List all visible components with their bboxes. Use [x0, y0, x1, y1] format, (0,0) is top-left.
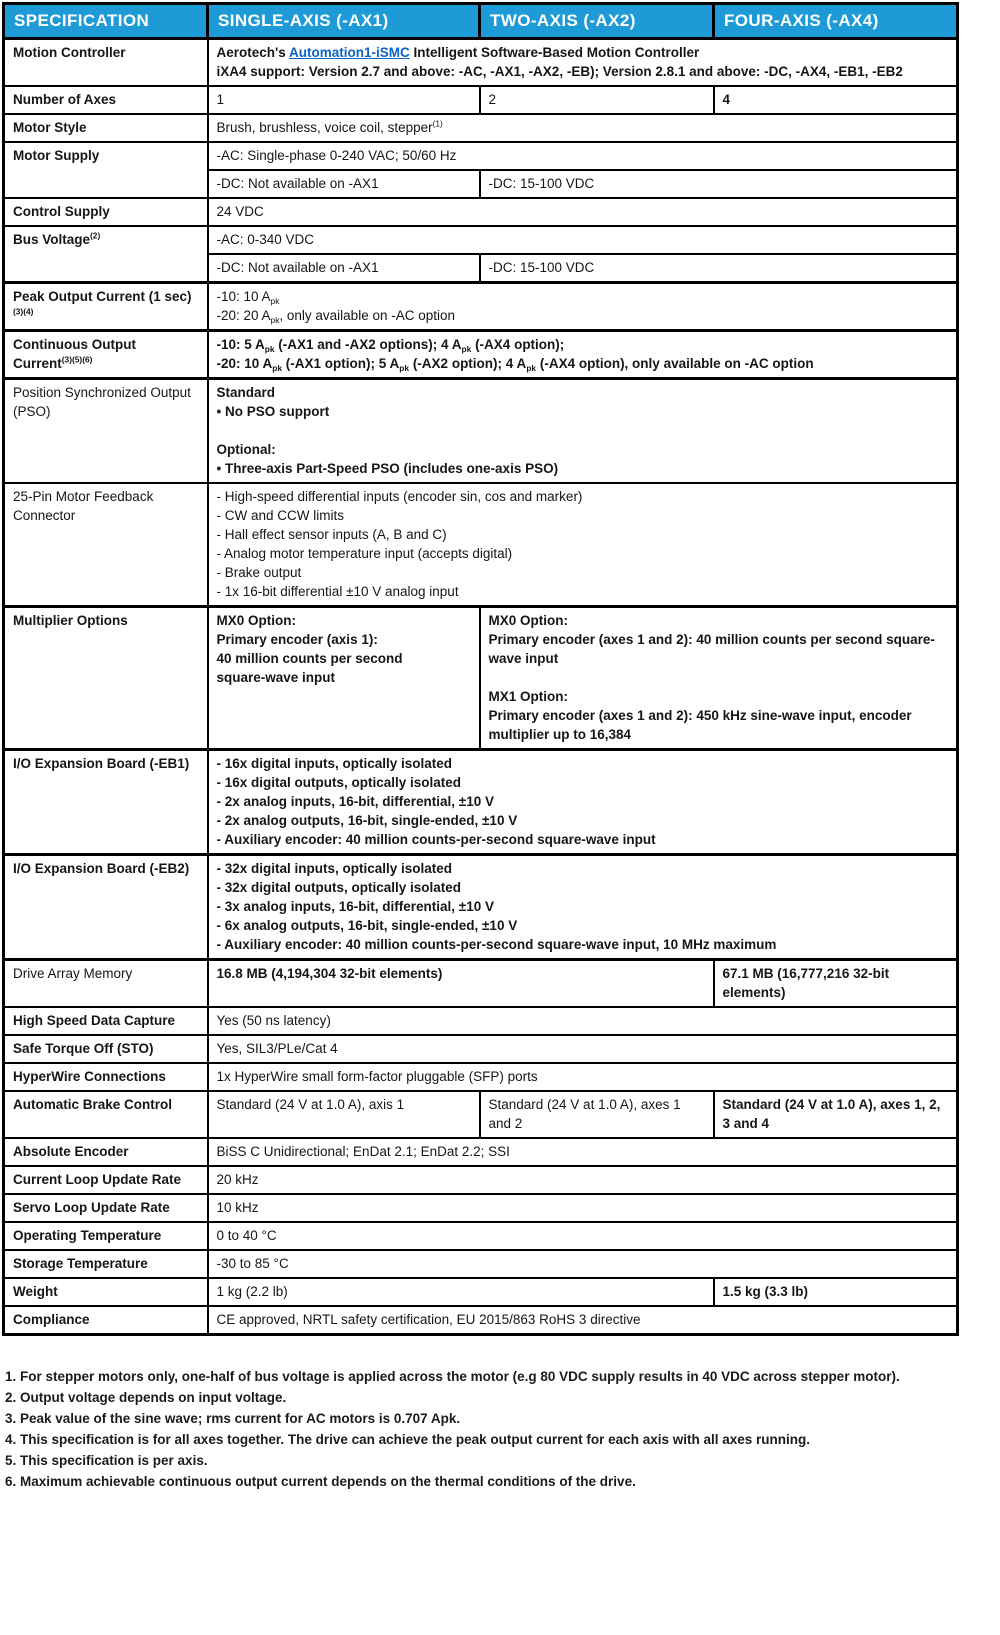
- column-header-single-axis: SINGLE-AXIS (-AX1): [208, 4, 480, 39]
- superscript-note: (1): [432, 118, 443, 129]
- row-current-loop: [4, 1166, 958, 1194]
- row-label: [4, 283, 208, 331]
- row-compliance: [4, 1306, 958, 1335]
- text-line: [217, 306, 949, 325]
- row-value: Yes, SIL3/PLe/Cat 4: [208, 1035, 958, 1063]
- text-segment: , only available on -AC option: [279, 308, 455, 323]
- text-line: [217, 43, 949, 62]
- text-line: iXA4 support: Version 2.7 and above: -AC, -AX1, -AX2, -EB); Version 2.8.1 and above: -DC, -AX4, -EB1, -EB2: [216, 64, 903, 79]
- text-segment: Brush, brushless, voice coil, stepper: [216, 120, 433, 135]
- text-line: 40 million counts per second: [216, 651, 403, 666]
- row-storage-temp: [4, 1250, 958, 1278]
- row-bus-voltage-ac: [4, 226, 958, 254]
- row-peak-output-current: [4, 283, 958, 331]
- row-value: [208, 331, 958, 379]
- row-value-ax4: 1.5 kg (3.3 lb): [714, 1278, 958, 1306]
- text-segment: (-AX4 option), only available on -AC option: [536, 356, 814, 371]
- subscript-pk: pk: [264, 343, 275, 354]
- footnote: 2. Output voltage depends on input voltage.: [5, 1390, 287, 1405]
- row-label: Storage Temperature: [4, 1250, 208, 1278]
- text-segment: (-AX1 and -AX2 options); 4 A: [274, 337, 462, 352]
- text-line: - 16x digital inputs, optically isolated: [216, 756, 453, 771]
- text-line: - 1x 16-bit differential ±10 V analog input: [216, 584, 459, 599]
- text-line: square-wave input: [216, 670, 336, 685]
- header-row: [4, 4, 958, 39]
- row-value: [208, 114, 958, 142]
- footnotes: [5, 1366, 995, 1492]
- subscript-pk: pk: [272, 362, 283, 373]
- row-value: 20 kHz: [208, 1166, 958, 1194]
- text-line: MX0 Option:: [216, 613, 296, 628]
- row-drive-array-memory: [4, 960, 958, 1008]
- row-label: I/O Expansion Board (-EB2): [4, 855, 208, 960]
- text-line: Primary encoder (axes 1 and 2): 40 million counts per second square-wave input: [488, 632, 935, 666]
- text-line: - 2x analog outputs, 16-bit, single-ended, ±10 V: [216, 813, 518, 828]
- row-value-ax2-ax4: [480, 607, 958, 750]
- text-segment: Intelligent Software-Based Motion Controller: [409, 45, 700, 60]
- footnote: 3. Peak value of the sine wave; rms current for AC motors is 0.707 Apk.: [5, 1411, 461, 1426]
- row-value: [208, 483, 958, 607]
- text-segment: -10: 10 A: [216, 289, 271, 304]
- text-line: • Three-axis Part-Speed PSO (includes one-axis PSO): [216, 461, 559, 476]
- text-segment: -10: 5 A: [216, 337, 265, 352]
- text-segment: Bus Voltage: [13, 232, 91, 247]
- text-segment: -20: 10 A: [216, 356, 273, 371]
- row-io-eb1: [4, 750, 958, 855]
- row-value: 10 kHz: [208, 1194, 958, 1222]
- text-line: - Auxiliary encoder: 40 million counts-per-second square-wave input, 10 MHz maximum: [216, 937, 777, 952]
- row-value-ax4: 4: [714, 86, 958, 114]
- row-value-ax2: Standard (24 V at 1.0 A), axes 1 and 2: [480, 1091, 714, 1138]
- row-value: Yes (50 ns latency): [208, 1007, 958, 1035]
- row-value-dc-ax1: -DC: Not available on -AX1: [208, 254, 480, 283]
- row-feedback-connector: [4, 483, 958, 607]
- text-line: Standard: [216, 385, 276, 400]
- text-line: MX0 Option:: [488, 613, 568, 628]
- row-brake-control: [4, 1091, 958, 1138]
- text-line: - 16x digital outputs, optically isolated: [216, 775, 462, 790]
- text-line: MX1 Option:: [488, 689, 568, 704]
- footnote: 5. This specification is per axis.: [5, 1453, 208, 1468]
- row-label: [4, 331, 208, 379]
- text-line: - 6x analog outputs, 16-bit, single-ended, ±10 V: [216, 918, 518, 933]
- row-value-dc-ax1: -DC: Not available on -AX1: [208, 170, 480, 198]
- row-value-ax1-ax2: 16.8 MB (4,194,304 32-bit elements): [208, 960, 714, 1008]
- footnote: 4. This specification is for all axes together. The drive can achieve the peak output current for each axis with all axes running.: [5, 1432, 810, 1447]
- row-sto: [4, 1035, 958, 1063]
- row-label: [4, 226, 208, 283]
- row-label: Absolute Encoder: [4, 1138, 208, 1166]
- row-value: -30 to 85 °C: [208, 1250, 958, 1278]
- row-continuous-output-current: [4, 331, 958, 379]
- row-value-ax4: Standard (24 V at 1.0 A), axes 1, 2, 3 and 4: [714, 1091, 958, 1138]
- row-value-ac: -AC: Single-phase 0-240 VAC; 50/60 Hz: [208, 142, 958, 170]
- column-header-four-axis: FOUR-AXIS (-AX4): [714, 4, 958, 39]
- spec-table: [2, 2, 959, 1336]
- row-label: Weight: [4, 1278, 208, 1306]
- row-servo-loop: [4, 1194, 958, 1222]
- text-segment: (-AX2 option); 4 A: [409, 356, 527, 371]
- row-number-of-axes: [4, 86, 958, 114]
- text-line: Primary encoder (axis 1):: [216, 632, 378, 647]
- row-value: 0 to 40 °C: [208, 1222, 958, 1250]
- automation1-ismc-link[interactable]: Automation1-iSMC: [288, 45, 410, 60]
- row-value-ax1-ax2: 1 kg (2.2 lb): [208, 1278, 714, 1306]
- row-label: Operating Temperature: [4, 1222, 208, 1250]
- superscript-note: (3)(5)(6): [61, 354, 93, 365]
- row-hyperwire: [4, 1063, 958, 1091]
- row-value-ax1: Standard (24 V at 1.0 A), axis 1: [208, 1091, 480, 1138]
- text-segment: Peak Output Current (1 sec): [13, 289, 192, 304]
- row-label: Servo Loop Update Rate: [4, 1194, 208, 1222]
- row-label: I/O Expansion Board (-EB1): [4, 750, 208, 855]
- text-segment: (-AX4 option);: [471, 337, 565, 352]
- text-line: - High-speed differential inputs (encoder sin, cos and marker): [216, 489, 583, 504]
- row-absolute-encoder: [4, 1138, 958, 1166]
- text-line: [217, 354, 949, 373]
- subscript-pk: pk: [270, 295, 280, 306]
- superscript-note: (2): [90, 230, 101, 241]
- text-line: - Hall effect sensor inputs (A, B and C): [216, 527, 447, 542]
- row-operating-temp: [4, 1222, 958, 1250]
- text-segment: (-AX1 option); 5 A: [282, 356, 400, 371]
- row-value: [208, 855, 958, 960]
- superscript-note: (3)(4): [13, 306, 34, 317]
- row-weight: [4, 1278, 958, 1306]
- row-label: High Speed Data Capture: [4, 1007, 208, 1035]
- row-label: Drive Array Memory: [4, 960, 208, 1008]
- row-label: Motor Style: [4, 114, 208, 142]
- row-value: [208, 379, 958, 484]
- row-control-supply: [4, 198, 958, 226]
- row-value: [208, 750, 958, 855]
- text-line: Primary encoder (axes 1 and 2): 450 kHz sine-wave input, encoder multiplier up to 16,384: [488, 708, 912, 742]
- row-value-dc-others: -DC: 15-100 VDC: [480, 170, 958, 198]
- subscript-pk: pk: [270, 314, 280, 325]
- column-header-two-axis: TWO-AXIS (-AX2): [480, 4, 714, 39]
- row-value: CE approved, NRTL safety certification, EU 2015/863 RoHS 3 directive: [208, 1306, 958, 1335]
- row-motor-style: [4, 114, 958, 142]
- text-line: - 32x digital outputs, optically isolated: [216, 880, 462, 895]
- text-line: - Auxiliary encoder: 40 million counts-per-second square-wave input: [216, 832, 656, 847]
- row-value-ax2: 2: [480, 86, 714, 114]
- text-segment: Aerotech's: [216, 45, 289, 60]
- row-label: Control Supply: [4, 198, 208, 226]
- text-line: - Analog motor temperature input (accepts digital): [216, 546, 513, 561]
- text-line: Optional:: [216, 442, 276, 457]
- row-value: [208, 283, 958, 331]
- row-motor-supply-ac: [4, 142, 958, 170]
- row-pso: [4, 379, 958, 484]
- footnote: 6. Maximum achievable continuous output current depends on the thermal conditions of the drive.: [5, 1474, 636, 1489]
- row-value-ac: -AC: 0-340 VDC: [208, 226, 958, 254]
- row-value: [208, 39, 958, 87]
- text-line: - CW and CCW limits: [216, 508, 344, 523]
- row-multiplier-options: [4, 607, 958, 750]
- row-label: Safe Torque Off (STO): [4, 1035, 208, 1063]
- row-label: Automatic Brake Control: [4, 1091, 208, 1138]
- row-io-eb2: [4, 855, 958, 960]
- footnote: 1. For stepper motors only, one-half of bus voltage is applied across the motor (e.g 80 VDC supply results in 40 VDC across stepper motor).: [5, 1369, 900, 1384]
- subscript-pk: pk: [461, 343, 472, 354]
- row-label: HyperWire Connections: [4, 1063, 208, 1091]
- row-motion-controller: [4, 39, 958, 87]
- subscript-pk: pk: [399, 362, 410, 373]
- text-line: - 2x analog inputs, 16-bit, differential, ±10 V: [216, 794, 494, 809]
- text-line: - 3x analog inputs, 16-bit, differential, ±10 V: [216, 899, 494, 914]
- row-value: 24 VDC: [208, 198, 958, 226]
- row-value-ax1: [208, 607, 480, 750]
- row-value: BiSS C Unidirectional; EnDat 2.1; EnDat 2.2; SSI: [208, 1138, 958, 1166]
- text-line: [217, 421, 949, 440]
- row-value-dc-others: -DC: 15-100 VDC: [480, 254, 958, 283]
- text-segment: -20: 20 A: [216, 308, 271, 323]
- text-line: - Brake output: [216, 565, 302, 580]
- column-header-specification: SPECIFICATION: [4, 4, 208, 39]
- row-value: 1x HyperWire small form-factor pluggable (SFP) ports: [208, 1063, 958, 1091]
- row-value-ax4: 67.1 MB (16,777,216 32-bit elements): [714, 960, 958, 1008]
- text-line: [489, 668, 949, 687]
- row-label: Position Synchronized Output (PSO): [4, 379, 208, 484]
- row-label: 25-Pin Motor Feedback Connector: [4, 483, 208, 607]
- row-value-ax1: 1: [208, 86, 480, 114]
- row-high-speed-capture: [4, 1007, 958, 1035]
- text-segment: Continuous Output Current: [13, 337, 136, 371]
- subscript-pk: pk: [526, 362, 537, 373]
- row-label: Number of Axes: [4, 86, 208, 114]
- text-line: • No PSO support: [216, 404, 330, 419]
- row-label: Motor Supply: [4, 142, 208, 198]
- row-label: Current Loop Update Rate: [4, 1166, 208, 1194]
- text-line: [217, 287, 949, 306]
- row-label: Compliance: [4, 1306, 208, 1335]
- row-label: Multiplier Options: [4, 607, 208, 750]
- text-line: [217, 335, 949, 354]
- row-label: Motion Controller: [4, 39, 208, 87]
- text-line: - 32x digital inputs, optically isolated: [216, 861, 453, 876]
